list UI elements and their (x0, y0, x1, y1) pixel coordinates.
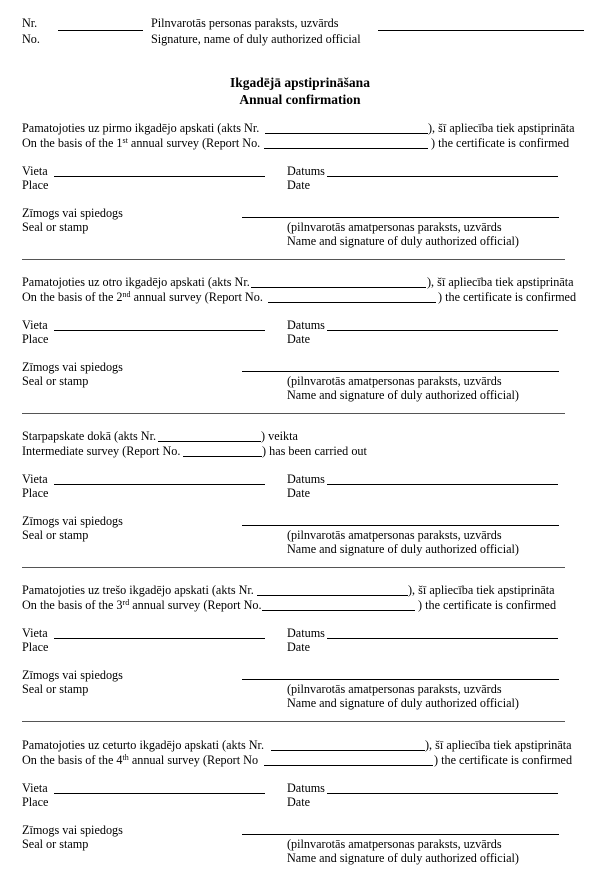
place-label-en: Place (22, 640, 49, 654)
report-number-field-lv[interactable] (257, 595, 408, 596)
date-field[interactable] (327, 638, 558, 639)
official-signature-field[interactable] (242, 679, 559, 680)
place-label-en: Place (22, 795, 49, 809)
seal-label-en: Seal or stamp (22, 528, 89, 542)
title-en: Annual confirmation (239, 92, 361, 107)
section-divider (22, 413, 565, 414)
basis-text-en: Intermediate survey (Report No. (22, 444, 181, 458)
place-field[interactable] (54, 793, 265, 794)
official-signature-field[interactable] (242, 217, 559, 218)
place-label-lv: Vieta (22, 626, 48, 640)
confirmed-text-en: ) has been carried out (262, 444, 367, 458)
title-lv: Ikgadējā apstiprināšana (230, 75, 370, 90)
report-number-field-en[interactable] (183, 456, 262, 457)
place-label-lv: Vieta (22, 164, 48, 178)
basis-text-en: On the basis of the 2nd annual survey (Report No. (22, 290, 263, 304)
official-signature-field[interactable] (242, 525, 559, 526)
seal-label-lv: Zīmogs vai spiedogs (22, 668, 123, 682)
place-field[interactable] (54, 176, 265, 177)
date-field[interactable] (327, 484, 558, 485)
place-label-lv: Vieta (22, 318, 48, 332)
confirmed-text-lv: ), šī apliecība tiek apstiprināta (428, 121, 575, 135)
official-signature-field[interactable] (242, 834, 559, 835)
basis-text-lv: Pamatojoties uz otro ikgadējo apskati (akts Nr. (22, 275, 250, 289)
seal-label-lv: Zīmogs vai spiedogs (22, 360, 123, 374)
place-field[interactable] (54, 638, 265, 639)
basis-text-lv: Pamatojoties uz pirmo ikgadējo apskati (akts Nr. (22, 121, 260, 135)
confirmed-text-en: ) the certificate is confirmed (431, 136, 570, 150)
official-label-lv: (pilnvarotās amatpersonas paraksts, uzvārds (287, 220, 502, 234)
confirmed-text-en: ) the certificate is confirmed (434, 753, 573, 767)
seal-label-lv: Zīmogs vai spiedogs (22, 206, 123, 220)
section-divider (22, 567, 565, 568)
basis-text-en: On the basis of the 3rd annual survey (Report No. (22, 598, 262, 612)
seal-label-en: Seal or stamp (22, 837, 89, 851)
report-number-field-lv[interactable] (251, 287, 426, 288)
report-number-field-lv[interactable] (158, 441, 261, 442)
date-field[interactable] (327, 330, 558, 331)
basis-text-en: On the basis of the 4th annual survey (Report No (22, 753, 259, 767)
official-label-lv: (pilnvarotās amatpersonas paraksts, uzvārds (287, 374, 502, 388)
seal-label-lv: Zīmogs vai spiedogs (22, 514, 123, 528)
basis-text-lv: Starpapskate dokā (akts Nr. (22, 429, 157, 443)
date-field[interactable] (327, 176, 558, 177)
signature-label-lv: Pilnvarotās personas paraksts, uzvārds (151, 16, 339, 30)
place-field[interactable] (54, 330, 265, 331)
date-label-en: Date (287, 332, 311, 346)
nr-label-lv: Nr. (22, 16, 38, 30)
confirmed-text-lv: ), šī apliecība tiek apstiprināta (427, 275, 574, 289)
confirmed-text-lv: ) veikta (261, 429, 298, 443)
report-number-field-en[interactable] (262, 610, 415, 611)
basis-text-en: On the basis of the 1st annual survey (Report No. (22, 136, 261, 150)
nr-label-en: No. (22, 32, 40, 46)
seal-label-en: Seal or stamp (22, 682, 89, 696)
place-label-en: Place (22, 486, 49, 500)
date-label-en: Date (287, 640, 311, 654)
date-label-lv: Datums (287, 164, 325, 178)
official-label-en: Name and signature of duly authorized official) (287, 542, 519, 556)
date-label-lv: Datums (287, 781, 325, 795)
seal-label-lv: Zīmogs vai spiedogs (22, 823, 123, 837)
place-field[interactable] (54, 484, 265, 485)
signature-field[interactable] (378, 30, 584, 31)
confirmed-text-lv: ), šī apliecība tiek apstiprināta (425, 738, 572, 752)
report-number-field-en[interactable] (264, 765, 433, 766)
official-label-lv: (pilnvarotās amatpersonas paraksts, uzvārds (287, 528, 502, 542)
nr-field[interactable] (58, 30, 143, 31)
official-label-en: Name and signature of duly authorized official) (287, 388, 519, 402)
confirmed-text-lv: ), šī apliecība tiek apstiprināta (408, 583, 555, 597)
place-label-en: Place (22, 178, 49, 192)
report-number-field-lv[interactable] (271, 750, 425, 751)
official-signature-field[interactable] (242, 371, 559, 372)
confirmed-text-en: ) the certificate is confirmed (438, 290, 577, 304)
date-label-en: Date (287, 795, 311, 809)
report-number-field-en[interactable] (264, 148, 428, 149)
date-label-en: Date (287, 178, 311, 192)
signature-label-en: Signature, name of duly authorized official (151, 32, 361, 46)
date-label-en: Date (287, 486, 311, 500)
section-divider (22, 721, 565, 722)
seal-label-en: Seal or stamp (22, 220, 89, 234)
report-number-field-en[interactable] (268, 302, 436, 303)
date-label-lv: Datums (287, 472, 325, 486)
place-label-en: Place (22, 332, 49, 346)
date-label-lv: Datums (287, 318, 325, 332)
seal-label-en: Seal or stamp (22, 374, 89, 388)
place-label-lv: Vieta (22, 472, 48, 486)
section-divider (22, 259, 565, 260)
official-label-en: Name and signature of duly authorized official) (287, 851, 519, 865)
official-label-en: Name and signature of duly authorized official) (287, 234, 519, 248)
basis-text-lv: Pamatojoties uz trešo ikgadējo apskati (akts Nr. (22, 583, 254, 597)
report-number-field-lv[interactable] (265, 133, 428, 134)
date-label-lv: Datums (287, 626, 325, 640)
basis-text-lv: Pamatojoties uz ceturto ikgadējo apskati (akts Nr. (22, 738, 264, 752)
place-label-lv: Vieta (22, 781, 48, 795)
official-label-lv: (pilnvarotās amatpersonas paraksts, uzvārds (287, 682, 502, 696)
confirmed-text-en: ) the certificate is confirmed (418, 598, 557, 612)
date-field[interactable] (327, 793, 558, 794)
official-label-en: Name and signature of duly authorized official) (287, 696, 519, 710)
official-label-lv: (pilnvarotās amatpersonas paraksts, uzvārds (287, 837, 502, 851)
